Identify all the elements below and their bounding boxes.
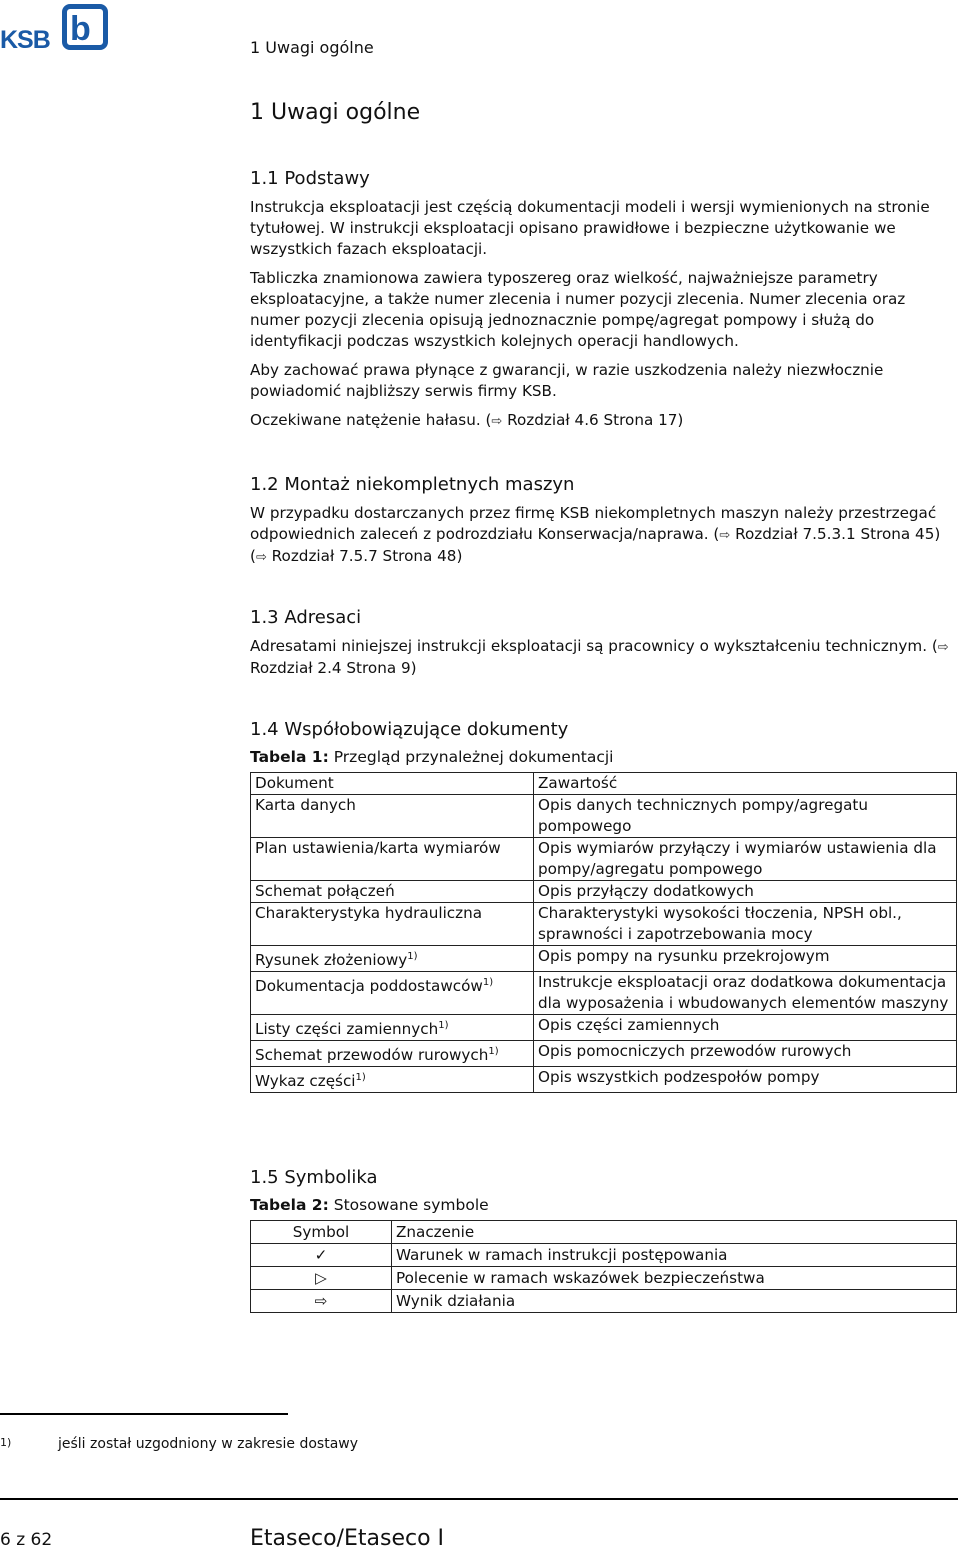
table-row (251, 903, 957, 946)
document-cell (251, 881, 534, 903)
content-cell: Opis wymiarów przyłączy i wymiarów ustawienia dla pompy/agregatu pompowego (534, 838, 957, 881)
document-cell (251, 1067, 534, 1093)
footer-divider (0, 1498, 958, 1500)
table-row (251, 1290, 957, 1313)
section-1-5 (250, 1167, 960, 1313)
column-header: Zawartość (534, 773, 957, 795)
section-1-3 (250, 607, 950, 687)
table-row (251, 1244, 957, 1267)
table-row (251, 795, 957, 838)
content-cell: Opis wszystkich podzespołów pompy (534, 1067, 957, 1093)
ksb-logo (0, 2, 112, 52)
page-number: 6 z 62 (0, 1530, 53, 1550)
cross-reference-link[interactable]: Rozdział 2.4 Strona 9) (250, 659, 417, 677)
caption-label: Tabela 1: (250, 748, 329, 766)
symbol-icon: ⇨ (251, 1290, 392, 1313)
content-cell: Opis pompy na rysunku przekrojowym (534, 946, 957, 972)
content-cell: Opis pomocniczych przewodów rurowych (534, 1041, 957, 1067)
document-name: Wykaz części (255, 1072, 356, 1091)
document-name: Rysunek złożeniowy (255, 951, 408, 970)
result-arrow-icon: ⇨ (255, 550, 267, 565)
footnote-ref: 1) (407, 951, 418, 962)
paragraph: Aby zachować prawa płynące z gwarancji, w razie uszkodzenia należy niezwłocznie powiadomić najbliższy serwis firmy KSB. (250, 361, 884, 400)
document-name: Plan ustawienia/karta wymiarów (255, 839, 501, 857)
document-name: Karta danych (255, 796, 356, 814)
table-row (251, 1067, 957, 1093)
footnote-ref: 1) (488, 1046, 499, 1058)
section-heading: 1.4 Współobowiązujące dokumenty (250, 719, 569, 740)
result-arrow-icon: ⇨ (937, 640, 949, 655)
document-cell (251, 838, 534, 881)
content-cell: Opis części zamiennych (534, 1015, 957, 1041)
paragraph (250, 410, 950, 432)
column-header: Symbol (251, 1221, 392, 1244)
footnote-divider (0, 1413, 288, 1415)
footnote-text: jeśli został uzgodniony w zakresie dostawy (58, 1436, 359, 1452)
meaning-cell: Warunek w ramach instrukcji postępowania (392, 1244, 957, 1267)
footnote-ref: 1) (438, 1020, 449, 1032)
table-row (251, 838, 957, 881)
page-title: 1 Uwagi ogólne (250, 100, 421, 125)
document-cell (251, 1041, 534, 1067)
document-cell (251, 795, 534, 838)
caption-text: Stosowane symbole (333, 1196, 489, 1214)
table-row (251, 946, 957, 972)
table-row (251, 1041, 957, 1067)
paragraph (250, 503, 950, 568)
cross-reference-link[interactable]: Rozdział 7.5.3.1 Strona 45) ( (250, 525, 941, 565)
document-name: Charakterystyka hydrauliczna (255, 904, 483, 922)
table-caption (250, 748, 960, 766)
column-header: Dokument (251, 773, 534, 795)
paragraph: Instrukcja eksploatacji jest częścią dokumentacji modeli i wersji wymienionych na stronie tytułowej. W instrukcji eksploatacji opisano prawidłowe i bezpieczne użytkowanie we wszystkich fazach eksploatacji. (250, 198, 930, 258)
text: W przypadku dostarczanych przez firmę KSB niekompletnych maszyn należy przestrzegać odpowiednich zaleceń z podrozdziału Konserwacja/naprawa. ( (250, 504, 937, 543)
documents-table (250, 772, 957, 1093)
running-header: 1 Uwagi ogólne (250, 38, 374, 57)
result-arrow-icon: ⇨ (491, 414, 503, 429)
section-heading: 1.5 Symbolika (250, 1167, 378, 1188)
document-name: Dokumentacja poddostawców (255, 977, 483, 996)
footnote-ref: 1) (355, 1072, 366, 1084)
content-cell: Instrukcje eksploatacji oraz dodatkowa dokumentacja dla wyposażenia i wbudowanych elementów maszyny (534, 972, 957, 1015)
document-cell (251, 972, 534, 1015)
caption-label: Tabela 2: (250, 1196, 329, 1214)
caption-text: Przegląd przynależnej dokumentacji (333, 748, 614, 766)
document-name: Listy części zamiennych (255, 1020, 439, 1039)
text: Oczekiwane natężenie hałasu. ( (250, 411, 492, 429)
content-cell: Opis danych technicznych pompy/agregatu pompowego (534, 795, 957, 838)
section-1-4 (250, 719, 960, 1093)
document-cell (251, 1015, 534, 1041)
section-heading: 1.3 Adresaci (250, 607, 362, 628)
symbols-table (250, 1220, 957, 1313)
symbol-icon: ▷ (251, 1267, 392, 1290)
footnote-ref: 1) (482, 977, 494, 989)
paragraph: Tabliczka znamionowa zawiera typoszereg oraz wielkość, najważniejsze parametry eksploatacyjne, a także numer zlecenia i numer pozycji zlecenia. Numer zlecenia oraz numer pozycji zlecenia opisują jednoznacznie pompę/agregat pompowy i służą do identyfikacji podczas wszystkich kolejnych operacji handlowych. (250, 269, 906, 350)
text: Adresatami niniejszej instrukcji eksploatacji są pracownicy o wykształceniu technicznym. ( (250, 637, 938, 655)
result-arrow-icon: ⇨ (719, 528, 731, 543)
document-cell (251, 946, 534, 972)
table-row (251, 972, 957, 1015)
section-1-1 (250, 168, 950, 440)
cross-reference-link[interactable]: Rozdział 4.6 Strona 17) (507, 411, 684, 429)
paragraph (250, 636, 950, 679)
meaning-cell: Wynik działania (392, 1290, 957, 1313)
document-name: Schemat przewodów rurowych (255, 1046, 489, 1065)
symbol-icon: ✓ (251, 1244, 392, 1267)
table-caption (250, 1196, 960, 1214)
cross-reference-link[interactable]: Rozdział 7.5.7 Strona 48) (271, 547, 463, 565)
logo-mark: b (70, 10, 91, 48)
section-heading: 1.1 Podstawy (250, 168, 370, 189)
document-cell (251, 903, 534, 946)
content-cell: Opis przyłączy dodatkowych (534, 881, 957, 903)
column-header: Znaczenie (392, 1221, 957, 1244)
document-name: Schemat połączeń (255, 882, 395, 900)
section-1-2 (250, 474, 950, 576)
table-row (251, 881, 957, 903)
logo-text: KSB (0, 26, 50, 54)
section-heading: 1.2 Montaż niekompletnych maszyn (250, 474, 575, 495)
product-name: Etaseco/Etaseco I (250, 1526, 445, 1551)
table-row (251, 1267, 957, 1290)
footnote-mark: 1) (0, 1436, 12, 1449)
table-row (251, 1015, 957, 1041)
table-header-row (251, 1221, 957, 1244)
meaning-cell: Polecenie w ramach wskazówek bezpieczeństwa (392, 1267, 957, 1290)
table-header-row (251, 773, 957, 795)
content-cell: Charakterystyki wysokości tłoczenia, NPSH obl., sprawności i zapotrzebowania mocy (534, 903, 957, 946)
